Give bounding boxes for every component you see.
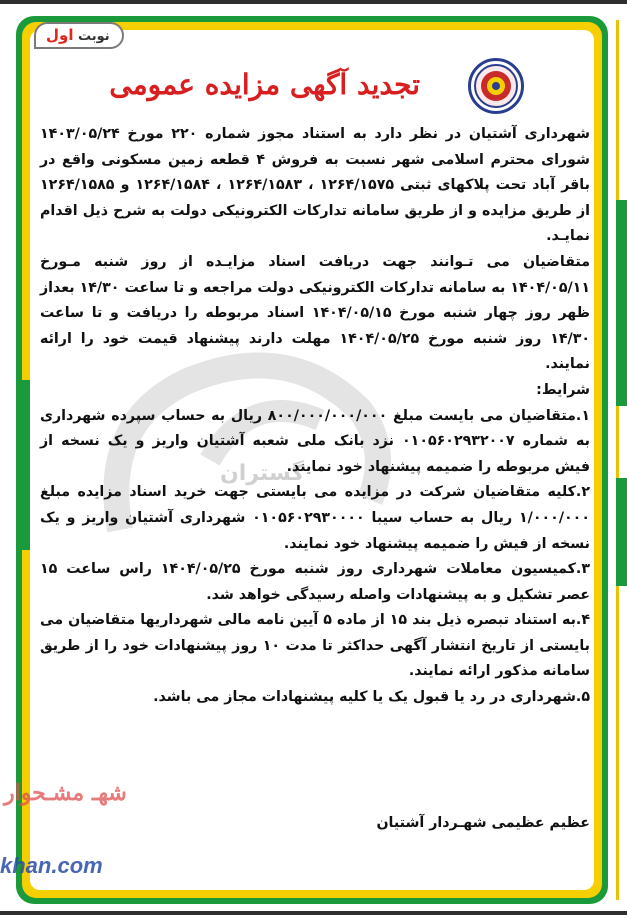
condition-item-5: ۵.شهرداری در رد یا قبول یک یا کلیه پیشنهادات مجاز می باشد. — [153, 689, 590, 706]
side-watermark-text: شهـ مشـحوار — [4, 780, 127, 806]
intro-paragraph-2: متقاضیان می تـوانند جهت دریافت اسناد مزایـده از روز شنبه مـورخ ۱۴۰۴/۰۵/۱۱ به سامانه تدارکات الکترونیکی دولت مراجعه و تا ساعت ۱۴/۳۰ بعداز ظهر روز چهار شنبه مورخ ۱۴۰۴/۰۵/۱۵ اسناد مربوطه را دریافت و تا ساعت ۱۴/۳۰ روز شنبه مورخ ۱۴۰۴/۰۵/۲۵ مهلت دارند پیشنهاد قیمت خود را ارائه نمایند. — [40, 253, 591, 373]
conditions-title: شرایط: — [536, 381, 590, 398]
intro-paragraph-1: شهرداری آشتیان در نظر دارد به استناد مجوز شماره ۲۲۰ مورخ ۱۴۰۳/۰۵/۲۴ شورای محترم اسلامی شهر نسبت به فروش ۴ قطعه زمین مسکونی واقع در باقر آباد تحت پلاکهای ثبتی ۱۲۶۴/۱۵۷۵ ، ۱۲۶۴/۱۵۸۳ ، ۱۲۶۴/۱۵۸۴ و ۱۲۶۴/۱۵۸۵ از طریق مزایده و از طریق سامانه تدارکات الکترونیکی دولت به شرح ذیل اقدام نمایـد. — [40, 126, 591, 245]
site-watermark: khan.com — [0, 853, 103, 878]
condition-item-4: ۴.به استناد تبصره ذیل بند ۱۵ از ماده ۵ آیین نامه مالی شهرداریها متقاضیان می بایستی از تاریخ انتشار آگهی حداکثر تا مدت ۱۰ روز پیشنهادات خود را از طریق سامانه مذکور ارائه نمایند. — [40, 612, 591, 680]
municipality-emblem-icon — [468, 58, 524, 114]
page-title: تجدید آگهی مزایده عمومی — [109, 68, 420, 101]
notice-round-tag — [34, 22, 124, 49]
condition-item-1: ۱.متقاضیان می بایست مبلغ ۸۰۰/۰۰۰/۰۰۰/۰۰۰ ریال به حساب سپرده شهرداری به شماره ۰۱۰۵۶۰۲۹۳۲۰۰۷ نزد بانک ملی شعبه آشتیان واریز و یک نسخه از فیش مربوطه را ضمیمه پیشنهاد خود نمایند. — [40, 407, 590, 475]
notice-tag-prefix: نوبت — [78, 29, 110, 44]
right-edge-green-2 — [616, 478, 627, 586]
notice-tag-accent: اول — [46, 26, 74, 44]
signature: عظیم عظیمی شهـردار آشتیان — [376, 815, 590, 831]
watermark-brand: گستران — [220, 461, 305, 486]
card-frame-green-left — [16, 380, 30, 550]
condition-item-2: ۲.کلیه متقاضیان شرکت در مزایده می بایستی جهت خرید اسناد مزایده مبلغ ۱/۰۰۰/۰۰۰ ریال به حساب سیبا ۰۱۰۵۶۰۲۹۳۰۰۰۰ شهرداری آشتیان واریز و یک نسخه از فیش را ضمیمه پیشنهاد خود نمایند. — [40, 484, 590, 552]
top-rule — [0, 0, 627, 4]
right-edge-green-1 — [616, 200, 627, 406]
condition-item-3: ۳.کمیسیون معاملات شهرداری روز شنبه مورخ ۱۴۰۴/۰۵/۲۵ راس ساعت ۱۵ عصر تشکیل و به پیشنهادات واصله رسیدگی خواهد شد. — [40, 561, 590, 603]
right-edge-strip — [616, 20, 627, 900]
bottom-rule — [0, 911, 627, 915]
notice-body — [40, 122, 590, 711]
